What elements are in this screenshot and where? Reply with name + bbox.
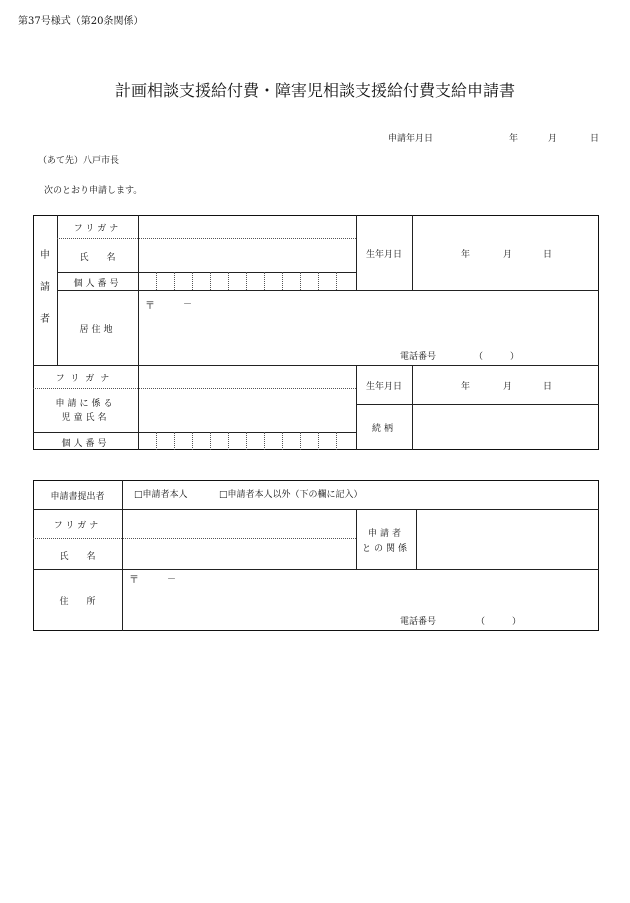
submitter-label: 申請書提出者 xyxy=(50,492,105,502)
submitter-name-label: 氏 名 xyxy=(59,552,96,562)
applicant-phone-parens: （ ） xyxy=(474,352,520,362)
child-personal-number-label: 個人番号 xyxy=(61,439,110,449)
submitter-furigana-label: フリガナ xyxy=(53,521,102,531)
applicant-name-label: 氏 名 xyxy=(79,253,116,263)
application-date-day: 日 xyxy=(590,134,600,144)
applicant-birth-day: 日 xyxy=(543,250,553,260)
applicant-personal-number-label: 個人番号 xyxy=(73,279,122,289)
applicant-side-char-1: 申 xyxy=(40,250,50,261)
form-number: 第37号様式（第20条関係） xyxy=(18,16,144,27)
applicant-phone-label: 電話番号 xyxy=(400,352,437,362)
submitter-phone-parens: （ ） xyxy=(476,617,522,627)
child-birth-year: 年 xyxy=(461,382,471,392)
child-relation-label: 続柄 xyxy=(371,424,396,434)
submitter-phone-label: 電話番号 xyxy=(400,617,437,627)
child-name-label-line1: 申請に係る xyxy=(55,399,116,409)
applicant-birth-year: 年 xyxy=(461,250,471,260)
submitter-address-label: 住 所 xyxy=(59,597,96,607)
child-birth-day: 日 xyxy=(543,382,553,392)
applicant-birth-month: 月 xyxy=(503,250,513,260)
submitter-option-other[interactable]: □申請者本人以外（下の欄に記入） xyxy=(219,490,363,500)
submitter-relation-label-line2: との関係 xyxy=(361,544,410,554)
page-title: 計画相談支援給付費・障害児相談支援給付費支給申請書 xyxy=(114,81,515,100)
applicant-birth-label: 生年月日 xyxy=(365,250,402,260)
application-date-label: 申請年月日 xyxy=(388,134,434,144)
application-date-month: 月 xyxy=(548,134,558,144)
submitter-postal-mark: 〒 xyxy=(129,575,139,586)
applicant-side-char-3: 者 xyxy=(40,314,50,325)
addressee: （あて先）八戸市長 xyxy=(38,156,120,166)
submitter-relation-label-line1: 申請者 xyxy=(367,529,404,539)
applicant-address-label: 居住地 xyxy=(79,325,116,335)
intro-text: 次のとおり申請します。 xyxy=(44,186,143,196)
child-birth-label: 生年月日 xyxy=(365,382,402,392)
child-name-label-line2: 児童氏名 xyxy=(61,413,110,423)
applicant-postal-dash: － xyxy=(183,300,193,310)
applicant-furigana-label: フリガナ xyxy=(73,224,122,234)
submitter-postal-dash: － xyxy=(167,575,177,585)
applicant-side-char-2: 請 xyxy=(40,282,50,293)
applicant-postal-mark: 〒 xyxy=(145,301,155,312)
child-birth-month: 月 xyxy=(503,382,513,392)
application-date-year: 年 xyxy=(509,134,519,144)
submitter-option-self[interactable]: □申請者本人 xyxy=(134,490,188,500)
child-furigana-label: フリガナ xyxy=(55,374,116,384)
